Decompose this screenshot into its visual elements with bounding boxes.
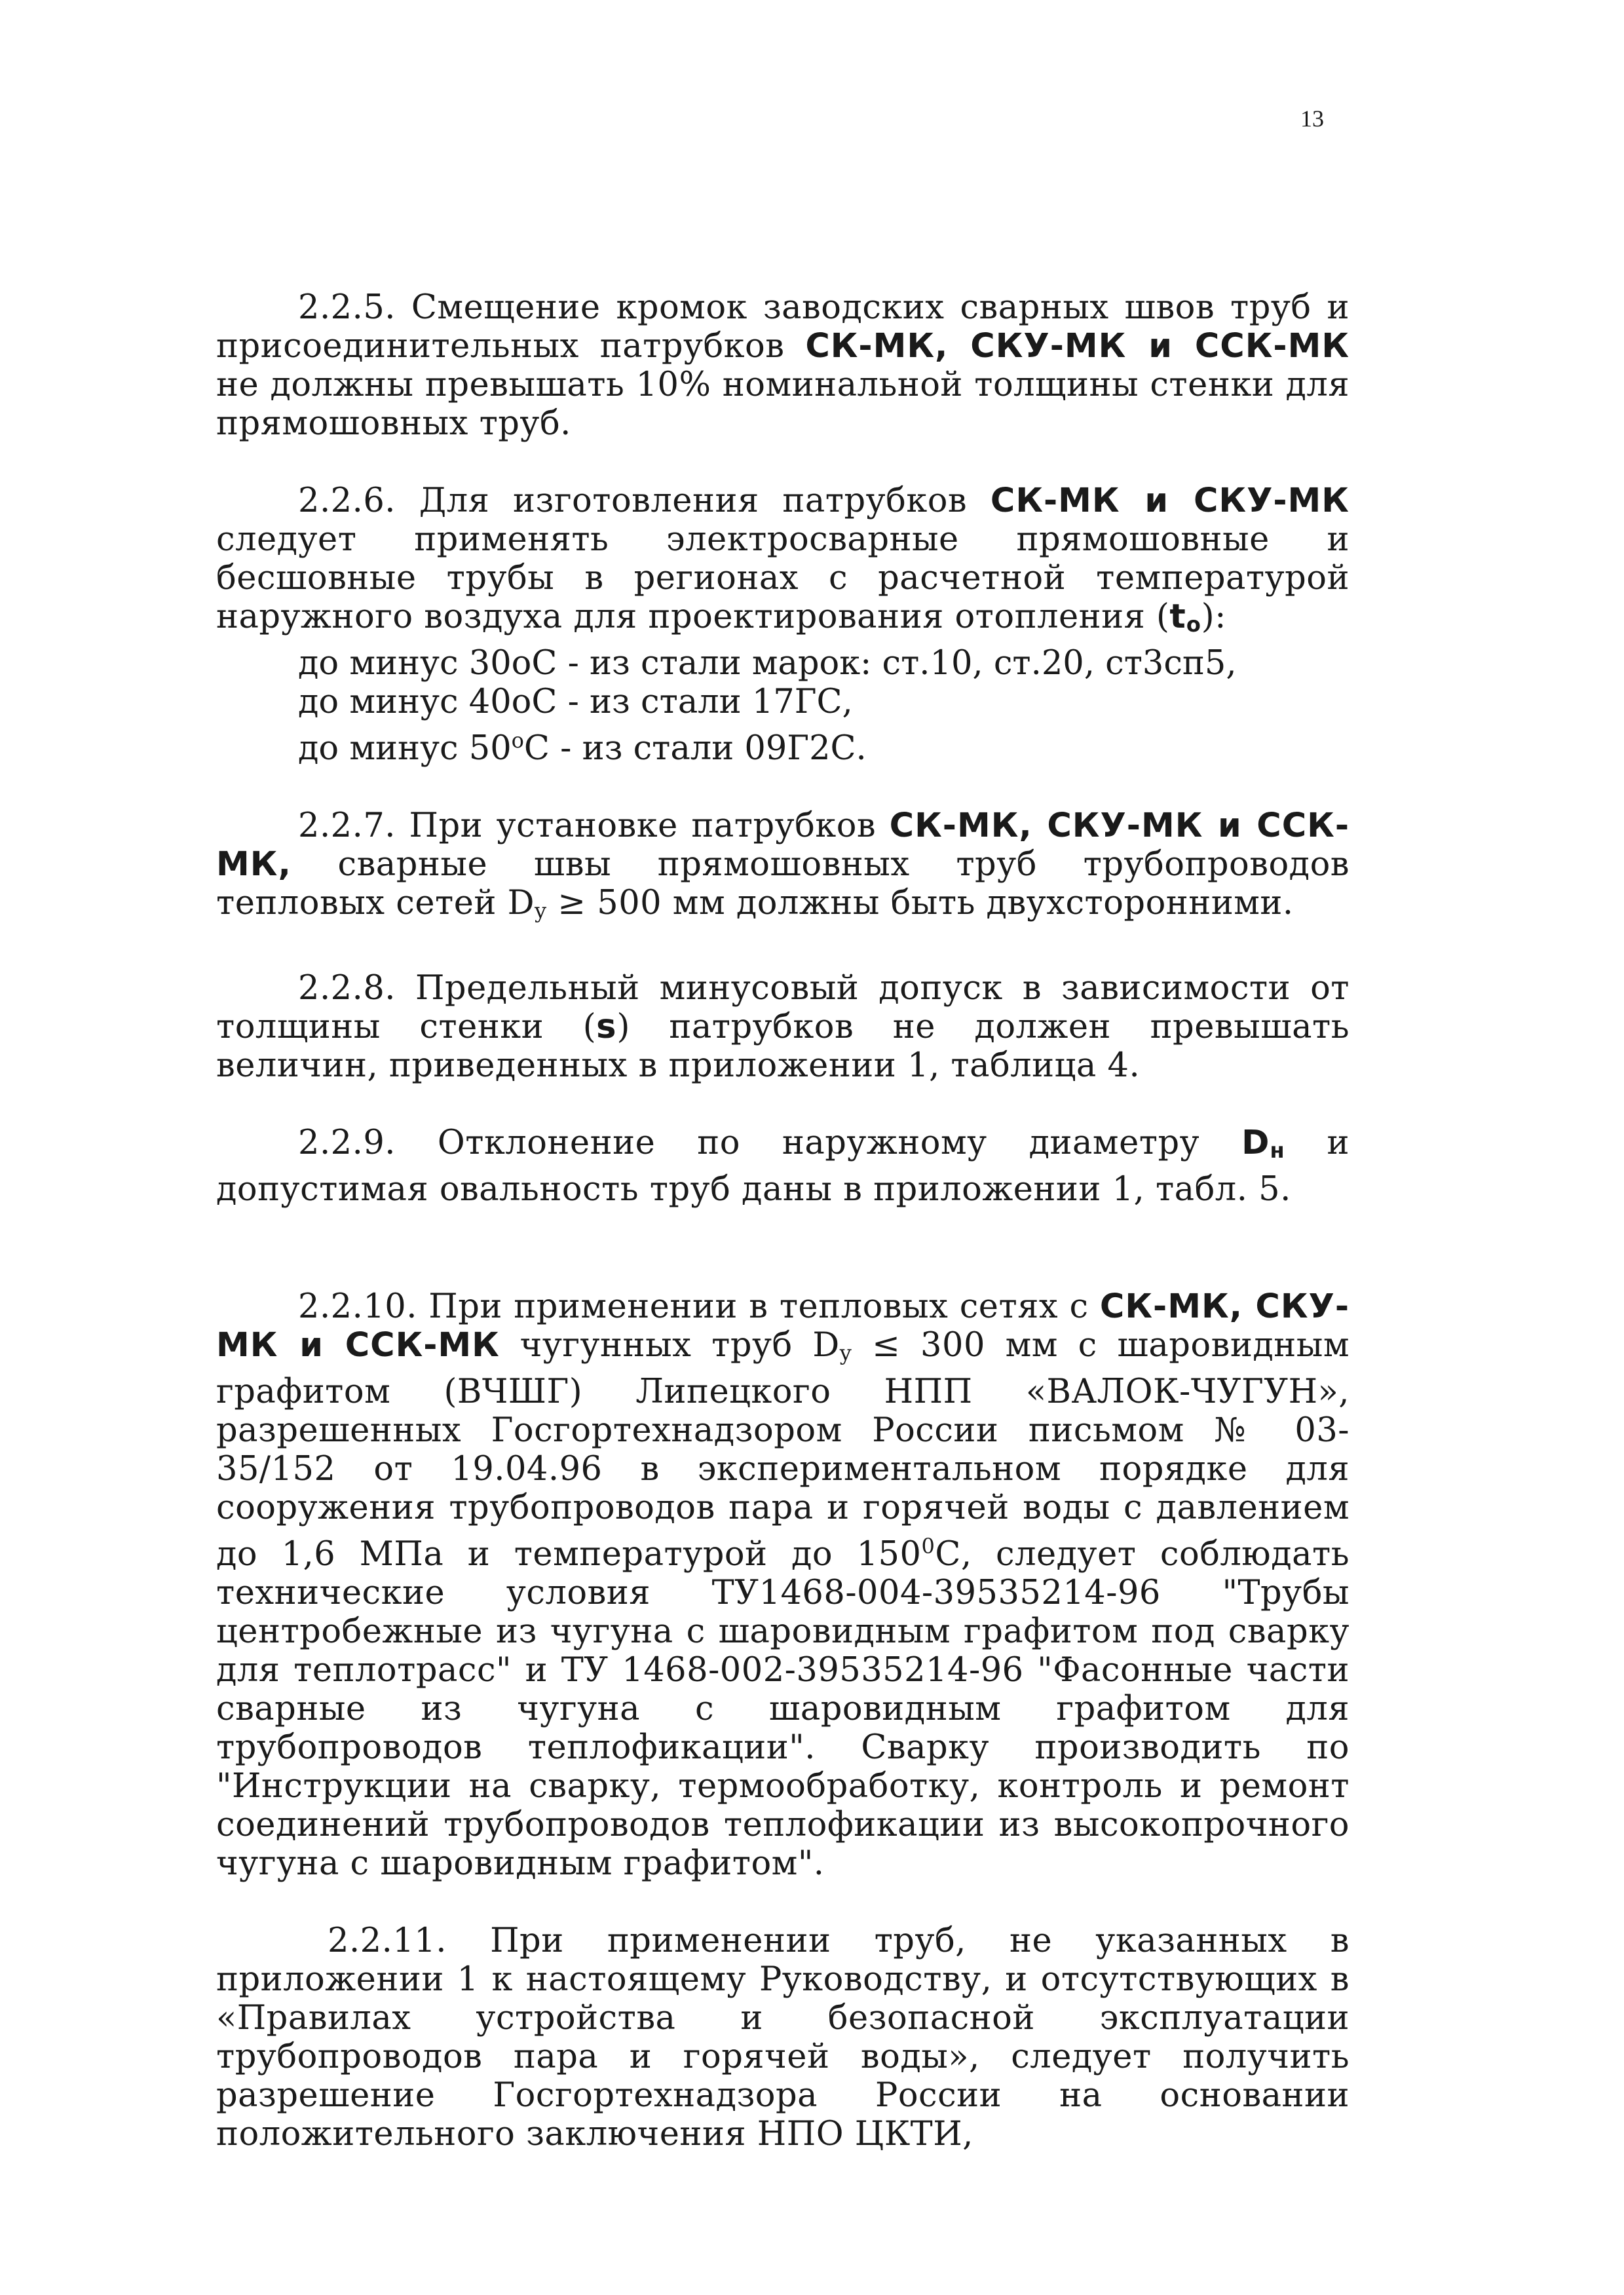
bold-term: СК-МК, СКУ-МК	[805, 327, 1127, 366]
document-body	[216, 288, 1350, 2153]
paragraph-text: и допустимая овальность труб даны в приложении 1, табл. 5.	[216, 1124, 1350, 1209]
paragraph-number: 2.2.7.	[298, 806, 396, 845]
paragraph-text: Смещение кромок заводских сварных швов труб и присоединительных патрубков	[216, 288, 1350, 366]
paragraph-text: ≤ 300 мм с шаровидным графитом (ВЧШГ) Липецкого НПП «ВАЛОК-ЧУГУН», разрешенных Госгортехнадзором России письмом № 03-35/152 от 19.04.96 в экспериментальном порядке для сооружения трубопроводов пара и горячей воды с давлением до 1,6 МПа и температурой до 150	[216, 1326, 1350, 1574]
bold-conjunction: и	[1120, 482, 1194, 520]
list-text: С - из стали 09Г2С.	[523, 729, 867, 768]
paragraph-text: При установке патрубков	[395, 806, 890, 845]
superscript: 0	[921, 1534, 935, 1559]
paragraph-2-2-10	[216, 1287, 1350, 1883]
subscript: o	[1186, 612, 1201, 637]
bold-term: СКУ-МК	[1193, 482, 1350, 520]
paragraph-number: 2.2.8.	[298, 969, 396, 1008]
paragraph-text: ):	[1201, 597, 1226, 636]
bold-symbol: D	[1241, 1124, 1270, 1162]
paragraph-text: сварные швы прямошовных труб трубопроводов тепловых сетей D	[216, 845, 1350, 922]
bold-conjunction: и	[1126, 327, 1195, 366]
bold-term: СК-МК, СКУ-МК	[216, 1287, 1350, 1365]
bold-conjunction: и	[1203, 806, 1257, 845]
paragraph-2-2-6	[216, 482, 1350, 644]
list-line: до минус 30оС - из стали марок: ст.10, ст.20, ст3сп5,	[298, 644, 1237, 683]
paragraph-text: Для изготовления патрубков	[395, 482, 991, 520]
bold-conjunction: и	[278, 1326, 345, 1365]
list-line: до минус 40оС - из стали 17ГС,	[298, 683, 853, 721]
subscript: y	[839, 1340, 852, 1365]
paragraph-2-2-7	[216, 806, 1350, 930]
paragraph-text: чугунных труб D	[499, 1326, 840, 1365]
paragraph-2-2-5	[216, 288, 1350, 443]
paragraph-number: 2.2.11.	[328, 1922, 447, 1960]
paragraph-number: 2.2.10.	[298, 1287, 417, 1326]
paragraph-text: не должны превышать 10% номинальной толщины стенки для прямошовных труб.	[216, 366, 1350, 443]
bold-symbol: t	[1169, 597, 1186, 636]
bold-term: ССК-МК	[1194, 327, 1350, 366]
page-number: 13	[1300, 105, 1324, 132]
paragraph-text: Отклонение по наружному диаметру	[395, 1124, 1242, 1162]
subscript: y	[535, 898, 547, 923]
bold-term: СК-МК, СКУ-МК	[889, 806, 1203, 845]
paragraph-text: следует применять электросварные прямошовные и бесшовные трубы в регионах с расчетной температурой наружного воздуха для проектирования отопления (	[216, 520, 1350, 636]
paragraph-text: При применении труб, не указанных в приложении 1 к настоящему Руководству, и отсутствующих в «Правилах устройства и безопасной эксплуатации трубопроводов пара и горячей воды», следует получить разрешение Госгортехнадзора России на основании положительного заключения НПО ЦКТИ,	[216, 1922, 1350, 2153]
bold-term: ССК-МК,	[216, 806, 1350, 884]
paragraph-number: 2.2.6.	[298, 482, 396, 520]
subscript: н	[1270, 1138, 1285, 1163]
paragraph-2-2-8	[216, 969, 1350, 1085]
bold-term: ССК-МК	[345, 1326, 500, 1365]
bold-symbol: s	[596, 1008, 617, 1046]
paragraph-text: С, следует соблюдать технические условия ТУ1468-004-39535214-96 "Трубы центробежные из чугуна с шаровидным графитом под сварку для теплотрасс" и ТУ 1468-002-39535214-96 "Фасонные части сварные из чугуна с шаровидным графитом для трубопроводов теплофикации". Сварку производить по "Инструкции на сварку, термообработку, контроль и ремонт соединений трубопроводов теплофикации из высокопрочного чугуна с шаровидным графитом".	[216, 1535, 1350, 1883]
paragraph-2-2-11	[216, 1922, 1350, 2153]
list-text: до минус 50	[298, 729, 512, 768]
paragraph-text: ) патрубков не должен превышать величин, приведенных в приложении 1, таблица 4.	[216, 1008, 1350, 1085]
paragraph-text: Предельный минусовый допуск в зависимости от толщины стенки (	[216, 969, 1350, 1046]
paragraph-text: При применении в тепловых сетях с	[417, 1287, 1100, 1326]
paragraph-2-2-9	[216, 1124, 1350, 1209]
bold-term: СК-МК	[990, 482, 1120, 520]
paragraph-number: 2.2.5.	[298, 288, 396, 327]
paragraph-number: 2.2.9.	[298, 1124, 396, 1162]
list-line	[216, 721, 1350, 768]
paragraph-text: ≥ 500 мм должны быть двухсторонними.	[546, 884, 1294, 922]
superscript: o	[511, 728, 524, 753]
